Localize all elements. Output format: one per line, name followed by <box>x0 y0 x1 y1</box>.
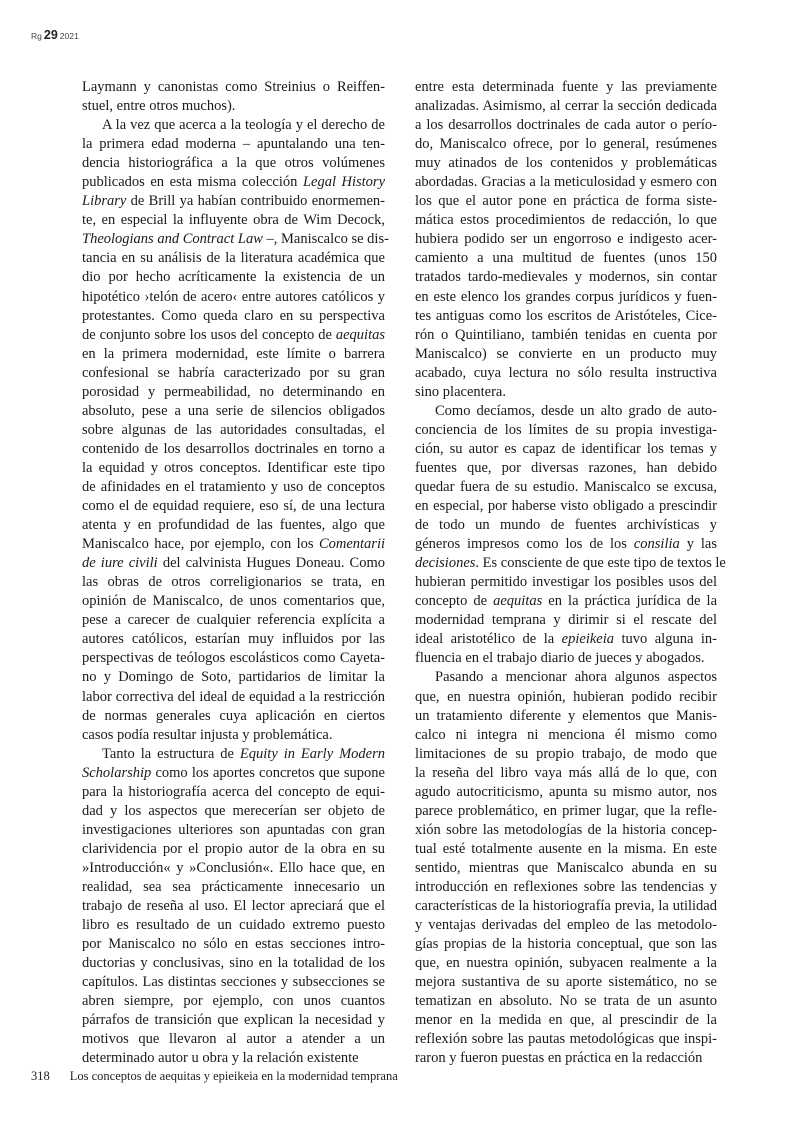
text-line: fuentes que, por diversas razones, han debido <box>415 459 717 476</box>
text-line: realidad, sea sea prácticamente innecesario un <box>82 878 385 895</box>
text-line: stuel, entre otros muchos). <box>82 98 236 115</box>
text-line: determinado autor u obra y la relación existente <box>82 1050 359 1067</box>
text-line: de todo un mundo de fuentes archivísticas y <box>415 517 717 534</box>
text-line: do, Maniscalco ofrece, por lo general, resúmenes <box>415 136 717 153</box>
text-line: tes antiguas como los escritos de Aristóteles, Cice- <box>415 307 717 324</box>
text-line: reflexión sobre las pautas metodológicas que inspi- <box>415 1031 717 1048</box>
text-line: casos podía resultar injusta y problemática. <box>82 726 333 743</box>
text-line: conciencia de los límites de su propia investiga- <box>415 421 717 438</box>
text-line: analizadas. Asimismo, al cerrar la sección dedicada <box>415 98 717 115</box>
text-line: Maniscalco) se convierte en un producto muy <box>415 345 717 362</box>
text-line: Scholarship como los aportes concretos que supone <box>82 764 385 781</box>
page-footer <box>31 1069 398 1084</box>
text-line: dad y los aspectos que merecerían ser objeto de <box>82 802 385 819</box>
text-line: mejora sustantiva de su aporte sistemático, no se <box>415 974 717 991</box>
text-line: párrafos de transición que explican la necesidad y <box>82 1012 385 1029</box>
text-line: te, en especial la influyente obra de Wim Decock, <box>82 212 385 229</box>
text-line: sobre algunas de las autoridades consultadas, el <box>82 421 385 438</box>
text-line: labor correctiva del ideal de equidad a la restricción <box>82 688 385 705</box>
text-line: limitaciones de su propio trabajo, de modo que <box>415 745 717 762</box>
text-line: los que el autor pone en práctica de forma siste- <box>415 193 717 210</box>
text-line: y ventajas derivadas del empleo de las metodolo- <box>415 917 717 934</box>
text-line: en este elenco los grandes corpus jurídicos y fuen- <box>415 288 717 305</box>
journal-header <box>31 29 79 42</box>
text-line: a los desarrollos doctrinales de cada autor o perío- <box>415 117 717 134</box>
text-line: tematizan en absoluto. No se trata de un asunto <box>415 993 717 1010</box>
text-line: agudo autocriticismo, apunta su mismo autor, nos <box>415 783 717 800</box>
text-line: investigaciones ulteriores son apuntadas con gran <box>82 821 385 838</box>
text-line: que, en nuestra opinión, hubieran podido recibir <box>415 688 717 705</box>
text-line: de iure civili del calvinista Hugues Doneau. Como <box>82 555 386 572</box>
text-line: la reseña del libro vaya más allá de lo que, con <box>415 764 717 781</box>
text-line: Maniscalco hace, por ejemplo, con los Comentarii <box>82 536 385 553</box>
text-line: ción, su autor es capaz de identificar los temas y <box>415 440 717 457</box>
text-line: modernidad temprana y dirimir si el rescate del <box>415 612 717 629</box>
text-line: publicados en esta misma colección Legal History <box>82 174 385 191</box>
text-line: »Introducción« y »Conclusión«. Ello hace que, en <box>82 859 385 876</box>
text-line: Theologians and Contract Law –, Maniscalco se dis- <box>82 231 389 248</box>
text-line: fluencia en el trabajo diario de jueces y abogados. <box>415 650 705 667</box>
text-line: trabajo de reseña al uso. El lector apreciará que el <box>82 898 385 915</box>
left-column <box>82 78 389 1068</box>
text-line: abordadas. Gracias a la meticulosidad y esmero con <box>415 174 717 191</box>
text-line: menor en la medida en que, al prescindir de la <box>415 1012 717 1029</box>
text-line: contenido de los desarrollos doctrinales en torno a <box>82 440 385 457</box>
text-line: confesional se habría caracterizado por su gran <box>82 364 385 381</box>
text-line: capítulos. Las distintas secciones y subsecciones se <box>82 974 385 991</box>
text-line: concepto de aequitas en la práctica jurídica de la <box>415 593 718 610</box>
text-line: decisiones. Es consciente de que este tipo de textos le <box>415 555 726 572</box>
text-line: abren siempre, por ejemplo, con unos cuantos <box>82 993 385 1010</box>
text-line: gías propias de la historia conceptual, que son las <box>415 936 717 953</box>
text-line: tratados tardo-medievales y modernos, sin contar <box>415 269 717 286</box>
text-line: dio por hecho acríticamente la existencia de un <box>82 269 385 286</box>
journal-volume: 29 <box>43 28 58 42</box>
text-line: atenta y en profundidad de las fuentes, algo que <box>82 517 385 534</box>
text-line: mática estos procedimientos de redacción, lo que <box>415 212 717 229</box>
text-line: autores católicos, estarían muy influidos por las <box>82 631 385 648</box>
text-line: en la primera modernidad, este límite o barrera <box>82 345 385 362</box>
right-column <box>415 78 726 1068</box>
text-line: introducción en reflexiones sobre las tendencias y <box>415 878 717 895</box>
text-line: A la vez que acerca a la teología y el derecho de <box>102 117 385 134</box>
text-line: por Maniscalco no sólo en estas secciones intro- <box>82 936 385 953</box>
text-line: de conjunto sobre los usos del concepto de aequitas <box>82 326 385 343</box>
page-number: 318 <box>31 1069 50 1083</box>
text-line: acabado, cuya lectura no sólo resulta instructiva <box>415 364 717 381</box>
text-line: muy atinados de los contenidos y problemáticas <box>415 155 717 172</box>
text-line: las obras de otros correligionarios se trata, en <box>82 574 385 591</box>
text-line: protestantes. Como queda claro en su perspectiva <box>82 307 385 324</box>
text-line: xión sobre las metodologías de la historia concep- <box>415 821 717 838</box>
text-line: de normas generales cuya aplicación en ciertos <box>82 707 385 724</box>
text-line: hubiera podido ser un engorroso e indigesto acer- <box>415 231 717 248</box>
text-line: tual esté totalmente ausente en la misma. En este <box>415 840 717 857</box>
text-line: tancia en su análisis de la literatura académica que <box>82 250 385 267</box>
journal-year: 2021 <box>59 31 79 41</box>
text-line: ideal aristotélico de la epieikeia tuvo alguna in- <box>415 631 717 648</box>
text-line: clarividencia por el propio autor de la obra en su <box>82 840 385 857</box>
journal-abbrev: Rg <box>31 31 42 41</box>
text-line: Como decíamos, desde un alto grado de auto- <box>435 402 717 419</box>
running-title: Los conceptos de aequitas y epieikeia en la modernidad temprana <box>69 1069 398 1083</box>
text-line: opinión de Maniscalco, de unos comentarios que, <box>82 593 385 610</box>
text-line: la primera edad moderna – apuntalando una ten- <box>82 136 385 153</box>
text-line: Library de Brill ya habían contribuido enormemen- <box>82 193 385 210</box>
text-line: sino placentera. <box>415 383 506 400</box>
text-line: Laymann y canonistas como Streinius o Reiffen- <box>82 79 385 95</box>
text-line: géneros impresos como los de los consilia y las <box>415 536 718 553</box>
text-line: calco ni integra ni menciona él mismo como <box>415 726 717 743</box>
text-line: absoluto, pese a una serie de silencios obligados <box>82 402 385 419</box>
text-line: rón o Quintiliano, también tenidas en cuenta por <box>415 326 717 343</box>
text-line: para la historiografía acerca del concepto de equi- <box>82 783 385 800</box>
text-line: Tanto la estructura de Equity in Early Modern <box>102 745 385 762</box>
text-line: en especial, por haberse visto obligado a prescindir <box>415 498 717 515</box>
text-line: que, en nuestra opinión, subyacen realmente a la <box>415 955 717 972</box>
text-line: la equidad y otros conceptos. Identificar este tipo <box>82 459 385 476</box>
text-line: quedar fuera de su estudio. Maniscalco se excusa, <box>415 478 717 495</box>
text-line: características de la historiografía previa, la utilidad <box>415 898 717 915</box>
text-line: motivos que llevaron al autor a atender a un <box>82 1031 385 1048</box>
text-line: porosidad y permeabilidad, no determinando en <box>82 383 385 400</box>
text-line: libro es resultado de un cuidado extremo puesto <box>82 917 385 934</box>
text-line: hubieran permitido investigar los posibles usos del <box>415 574 717 591</box>
text-line: dencia historiográfica a la que otros volúmenes <box>82 155 385 172</box>
text-line: camiento a una multitud de fuentes (unos 150 <box>415 250 717 267</box>
text-line: perspectivas de teólogos escolásticos como Cayeta- <box>82 650 385 667</box>
text-line: no y Domingo de Soto, partidarios de limitar la <box>82 669 385 686</box>
text-line: un tratamiento diferente y elementos que Manis- <box>415 707 717 724</box>
text-line: entre esta determinada fuente y las previamente <box>415 79 717 95</box>
text-line: parece problemático, en primer lugar, que la refle- <box>415 802 717 819</box>
text-line: Pasando a mencionar ahora algunos aspectos <box>435 669 717 686</box>
text-line: como el de equidad requiere, eso sí, de una lectura <box>82 498 385 515</box>
text-line: ductorias y conclusivas, sino en la totalidad de los <box>82 955 385 972</box>
text-line: pese a carecer de cualquier referencia explícita a <box>82 612 385 629</box>
text-line: sentido, mientras que Maniscalco abunda en su <box>415 859 717 876</box>
text-line: raron y fueron puestas en práctica en la redacción <box>415 1050 703 1067</box>
text-line: de afinidades en el tratamiento y uso de conceptos <box>82 478 385 495</box>
text-line: hipotético ›telón de acero‹ entre autores católicos y <box>82 288 385 305</box>
